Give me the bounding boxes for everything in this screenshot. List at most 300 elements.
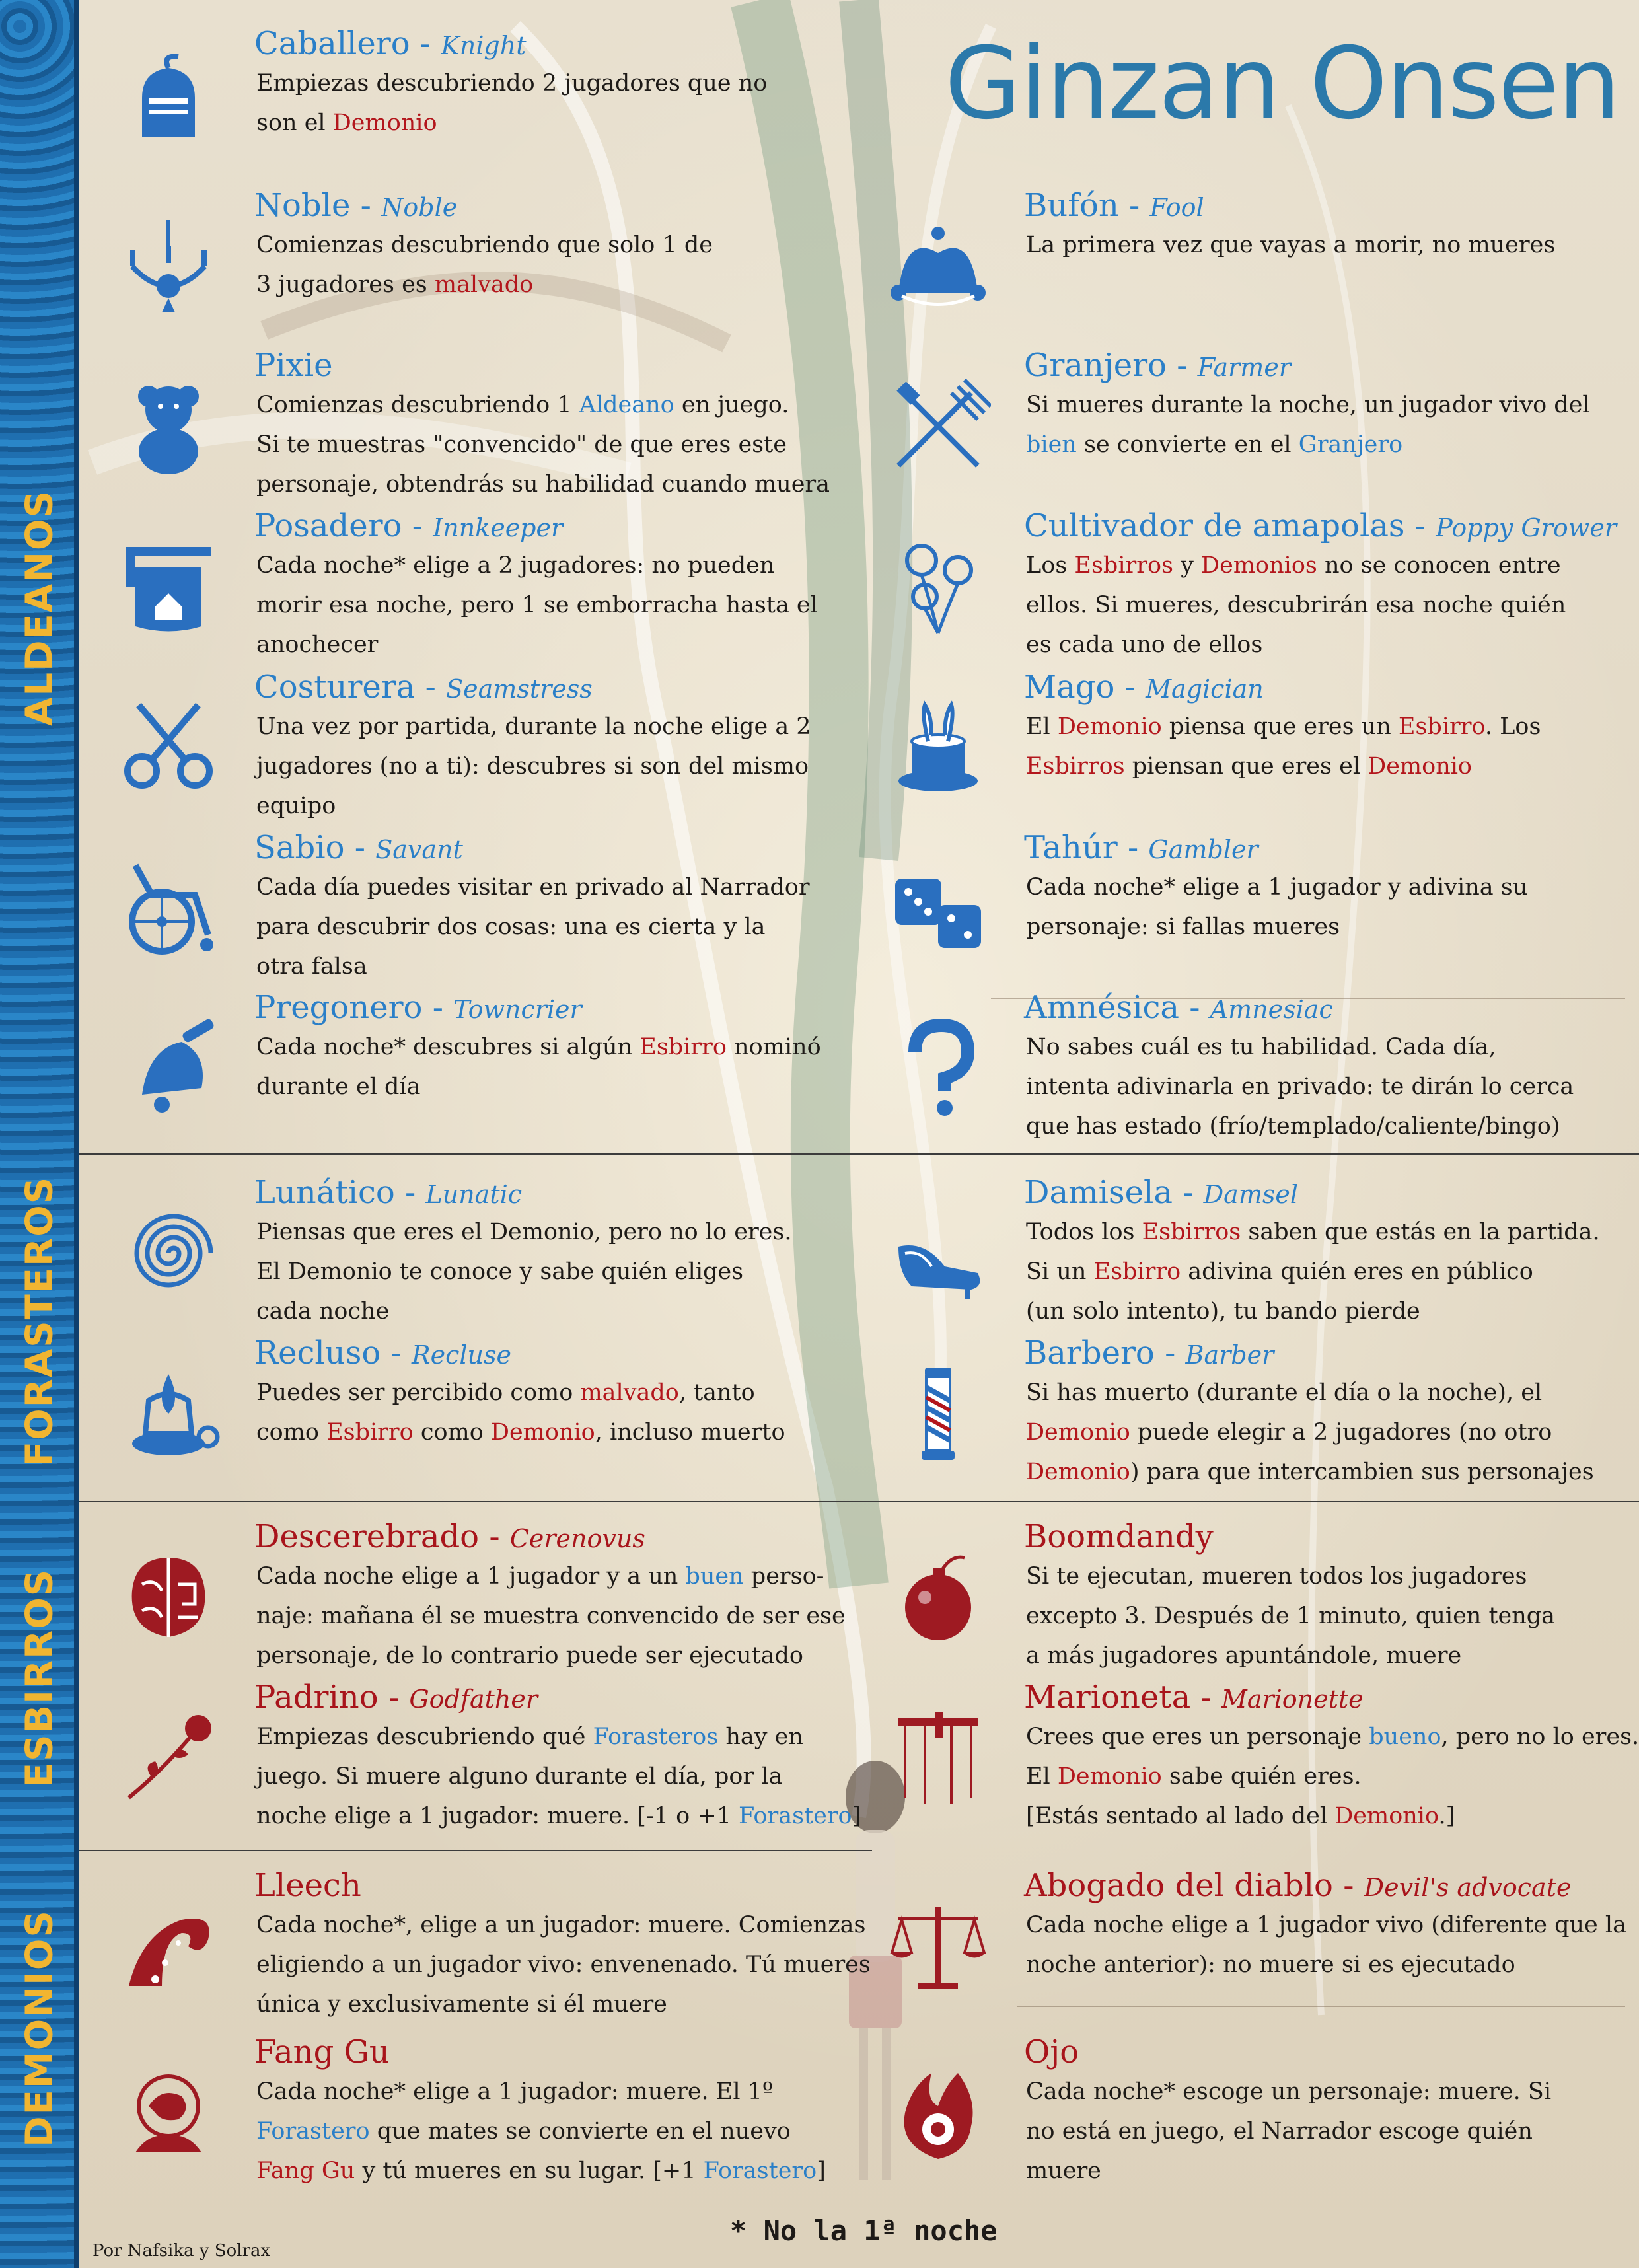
ability-text: Si un — [1026, 1259, 1094, 1285]
ability-text: Todos los — [1026, 1219, 1142, 1245]
ability-text: noche elige a 1 jugador: muere. [-1 o +1 — [256, 1803, 739, 1829]
ability-text: que has estado (frío/templado/caliente/bingo) — [1026, 1113, 1560, 1140]
role-name-separator: - — [1118, 187, 1150, 224]
ability-line — [1026, 1412, 1594, 1452]
magic-hat-icon — [885, 695, 991, 801]
ability-text: , tanto — [678, 1379, 755, 1406]
ability-text: son el — [256, 110, 333, 136]
divider-demon-faint — [1017, 2006, 1625, 2007]
role-name — [254, 1679, 538, 1718]
highlighted-term: Demonio — [1367, 753, 1472, 780]
ability-line — [1026, 1252, 1600, 1292]
ability-text: [Estás sentado al lado del — [1026, 1803, 1335, 1829]
role-ability — [256, 1027, 821, 1107]
role-name — [1024, 1335, 1274, 1373]
highlighted-term: malvado — [580, 1379, 679, 1406]
role-name — [1024, 1679, 1364, 1718]
ability-text: jugadores (no a ti): descubres si son del mismo — [256, 753, 809, 780]
ability-text: a más jugadores apuntándole, muere — [1026, 1642, 1462, 1669]
role-name-es: Fang Gu — [254, 2033, 390, 2070]
ability-line — [256, 707, 811, 747]
highlighted-term: bueno — [1369, 1724, 1441, 1750]
role-name-separator: - — [394, 1174, 426, 1211]
marionette-icon — [885, 1705, 991, 1811]
ability-text: juego. Si muere alguno durante el día, por la — [256, 1763, 783, 1790]
footnote: * No la 1ª noche — [730, 2214, 998, 2247]
role-name — [254, 25, 526, 64]
ability-text: La primera vez que vayas a morir, no mueres — [1026, 232, 1556, 258]
ability-line — [1026, 2072, 1551, 2111]
ability-text: como — [256, 1419, 327, 1445]
highlighted-term: Demonio — [332, 110, 437, 136]
role-name-separator: - — [1404, 507, 1436, 544]
role-name-separator: - — [381, 1335, 412, 1372]
ability-line — [256, 1292, 792, 1331]
role-name-es: Costurera — [254, 669, 416, 706]
role-ability — [256, 546, 818, 665]
ability-text: .] — [1438, 1803, 1455, 1829]
role-name-es: Lleech — [254, 1867, 361, 1904]
ability-line — [256, 425, 830, 464]
ability-line — [256, 103, 767, 143]
ability-line — [1026, 425, 1590, 464]
highlighted-term: Aldeano — [579, 392, 674, 418]
role-name-separator: - — [415, 669, 447, 706]
role-name — [1024, 187, 1204, 226]
highlighted-term: Forastero — [703, 2158, 817, 2184]
dice-icon — [885, 856, 991, 961]
role-name-en: Gambler — [1148, 835, 1258, 864]
ability-text: eligiendo a un jugador vivo: envenenado. Tú mueres — [256, 1952, 871, 1978]
role-name-separator: - — [402, 507, 433, 544]
inn-sign-icon — [116, 534, 221, 640]
section-label-demonios: DEMONIOS — [18, 1909, 61, 2147]
ability-line — [256, 1212, 792, 1252]
ability-line — [256, 1596, 846, 1636]
ability-text: Puedes ser percibido como — [256, 1379, 581, 1406]
ability-text: equipo — [256, 793, 336, 819]
ability-line — [256, 747, 811, 786]
ability-text: El Demonio te conoce y sabe quién eliges — [256, 1259, 744, 1285]
ability-text: Comienzas descubriendo que solo 1 de — [256, 232, 713, 258]
scissors-icon — [116, 695, 221, 801]
ability-line — [1026, 1212, 1600, 1252]
role-name-separator: - — [422, 989, 454, 1026]
ability-line — [1026, 1107, 1574, 1146]
role-name-separator: - — [479, 1518, 510, 1555]
ability-line — [256, 1945, 871, 1985]
ability-text: Empiezas descubriendo qué — [256, 1724, 593, 1750]
section-label-forasteros: FORASTEROS — [18, 1175, 61, 1467]
role-ability — [256, 707, 811, 826]
role-name — [254, 669, 593, 708]
role-name-separator: - — [344, 829, 376, 866]
role-name-en: Recluse — [411, 1340, 511, 1370]
ability-text: Cada noche*, elige a un jugador: muere. Comienzas — [256, 1912, 866, 1938]
ability-text: Si mueres durante la noche, un jugador vivo del — [1026, 392, 1590, 418]
ability-line — [1026, 1373, 1594, 1412]
ability-text: personaje: si fallas mueres — [1026, 914, 1340, 940]
role-name — [254, 187, 457, 226]
role-ability — [1026, 867, 1527, 947]
highlighted-term: Esbirro — [1398, 713, 1485, 740]
ability-text: El — [1026, 1763, 1058, 1790]
role-name — [254, 347, 332, 386]
ability-text: Una vez por partida, durante la noche elige a 2 — [256, 713, 811, 740]
ability-line — [1026, 1717, 1639, 1757]
ability-text: única y exclusivamente si él muere — [256, 1991, 667, 2018]
highlighted-term: Demonio — [1026, 1419, 1130, 1445]
ability-text: Piensas que eres el Demonio, pero no lo eres. — [256, 1219, 792, 1245]
role-name-separator: - — [1114, 669, 1146, 706]
ability-line — [256, 265, 713, 305]
ability-text: piensa que eres un — [1161, 713, 1399, 740]
role-ability — [256, 385, 830, 504]
role-name-en: Magician — [1146, 675, 1264, 704]
ability-text: para descubrir dos cosas: una es cierta y la — [256, 914, 766, 940]
highlighted-term: Granjero — [1298, 431, 1403, 458]
ability-line — [1026, 585, 1566, 625]
ability-text: Cada noche elige a 1 jugador vivo (diferente que la — [1026, 1912, 1626, 1938]
ability-text: intenta adivinarla en privado: te dirán lo cerca — [1026, 1074, 1574, 1100]
ability-text: otra falsa — [256, 953, 367, 980]
highlighted-term: Demonio — [1057, 1763, 1162, 1790]
role-ability — [1026, 1905, 1626, 1985]
role-name-es: Marioneta — [1024, 1679, 1191, 1716]
role-name-es: Cultivador de amapolas — [1024, 507, 1405, 544]
ability-text: . Los — [1484, 713, 1541, 740]
ability-text: ) para que intercambien sus personajes — [1130, 1459, 1594, 1485]
role-name — [254, 989, 582, 1028]
ability-text: como — [413, 1419, 491, 1445]
role-ability — [256, 867, 810, 986]
role-name — [1024, 1174, 1298, 1213]
ability-line — [256, 786, 811, 826]
question-mark-icon — [885, 1015, 991, 1121]
ability-text: no se conocen entre — [1317, 552, 1561, 579]
ability-line — [256, 947, 810, 986]
brain-icon — [116, 1545, 221, 1650]
role-name-es: Mago — [1024, 669, 1115, 706]
role-name — [254, 507, 563, 546]
ability-text: ] — [852, 1803, 861, 1829]
ability-line — [1026, 747, 1541, 786]
ability-line — [256, 867, 810, 907]
role-name-en: Godfather — [409, 1685, 538, 1714]
role-name — [1024, 507, 1617, 546]
role-name-es: Ojo — [1024, 2033, 1079, 2070]
role-name-en: Farmer — [1197, 353, 1291, 382]
credits: Por Nafsika y Solrax — [92, 2241, 271, 2261]
highlighted-term: Fang Gu — [256, 2158, 355, 2184]
ability-line — [256, 1252, 792, 1292]
rose-icon — [116, 1705, 221, 1811]
highlighted-term: Forastero — [739, 1803, 852, 1829]
role-name-es: Barbero — [1024, 1335, 1155, 1372]
spiral-icon — [116, 1200, 221, 1306]
ability-text: Cada noche* elige a 1 jugador y adivina su — [1026, 874, 1528, 900]
role-name-en: Fool — [1149, 193, 1204, 222]
role-name — [254, 1174, 522, 1213]
ability-text: hay en — [718, 1724, 803, 1750]
role-name — [254, 829, 463, 868]
role-ability — [1026, 707, 1541, 786]
teddy-bear-icon — [116, 373, 221, 479]
ability-line — [1026, 1067, 1574, 1107]
ability-text: se convierte en el — [1076, 431, 1299, 458]
ability-text: no está en juego, el Narrador escoge quién — [1026, 2118, 1533, 2144]
ability-text: Los — [1026, 552, 1075, 579]
role-name-en: Cerenovus — [509, 1524, 645, 1553]
ability-line — [1026, 1452, 1594, 1492]
role-name-en: Amnesiac — [1210, 995, 1333, 1024]
role-ability — [1026, 546, 1566, 665]
ability-text: Si has muerto (durante el día o la noche), el — [1026, 1379, 1543, 1406]
oil-lamp-icon — [116, 1361, 221, 1467]
ability-text: Si te ejecutan, mueren todos los jugadores — [1026, 1563, 1527, 1590]
role-name-es: Padrino — [254, 1679, 379, 1716]
role-name — [254, 1335, 511, 1373]
hand-bell-icon — [116, 1015, 221, 1121]
ability-text: muere — [1026, 2158, 1101, 2184]
ability-text: naje: mañana él se muestra convencido de ser ese — [256, 1603, 846, 1629]
ability-text: perso- — [743, 1563, 824, 1590]
highlighted-term: Demonios — [1201, 552, 1317, 579]
role-ability — [1026, 1373, 1594, 1492]
ability-text: 3 jugadores es — [256, 272, 435, 298]
role-name — [1024, 2033, 1079, 2072]
ability-line — [1026, 867, 1527, 907]
ability-text: Cada noche* escoge un personaje: muere. Si — [1026, 2078, 1552, 2105]
role-ability — [1026, 1556, 1555, 1675]
pitchfork-icon — [885, 373, 991, 479]
ability-line — [1026, 1796, 1639, 1836]
ability-text: ] — [817, 2158, 826, 2184]
role-name-separator: - — [1172, 1174, 1204, 1211]
ability-text: Cada día puedes visitar en privado al Narrador — [256, 874, 810, 900]
role-name-en: Devil's advocate — [1364, 1873, 1572, 1902]
ability-text: personaje, obtendrás su habilidad cuando muera — [256, 471, 830, 497]
highlighted-term: Forasteros — [593, 1724, 719, 1750]
jester-hat-icon — [885, 213, 991, 319]
ability-line — [256, 2151, 826, 2191]
ability-text: El — [1026, 713, 1058, 740]
ability-line — [256, 385, 830, 425]
role-ability — [1026, 1717, 1639, 1836]
ability-line — [256, 464, 830, 504]
highlighted-term: buen — [685, 1563, 744, 1590]
role-name-separator: - — [378, 1679, 410, 1716]
ability-text: puede elegir a 2 jugadores (no otro — [1130, 1419, 1552, 1445]
ability-text: Comienzas descubriendo 1 — [256, 392, 579, 418]
ability-text: ellos. Si mueres, descubrirán esa noche quién — [1026, 592, 1566, 618]
role-ability — [256, 1212, 792, 1331]
role-ability — [256, 1905, 871, 2024]
ability-line — [256, 225, 713, 265]
role-name-en: Marionette — [1221, 1685, 1364, 1714]
ability-line — [1026, 1596, 1555, 1636]
role-name-en: Seamstress — [446, 675, 593, 704]
role-name-separator: - — [1166, 347, 1198, 384]
divider-forasteros — [79, 1153, 1639, 1155]
role-name-en: Noble — [381, 193, 458, 222]
ability-text: Crees que eres un personaje — [1026, 1724, 1369, 1750]
ability-line — [256, 1757, 861, 1796]
role-name-es: Posadero — [254, 507, 402, 544]
role-name-es: Caballero — [254, 25, 410, 62]
ability-line — [256, 625, 818, 665]
highlighted-term: bien — [1026, 431, 1077, 458]
ability-line — [256, 1412, 785, 1452]
tentacle-icon — [116, 1893, 221, 1999]
ability-line — [256, 63, 767, 103]
ability-text: Si te muestras "convencido" de que eres este — [256, 431, 787, 458]
highlighted-term: Demonio — [1026, 1459, 1130, 1485]
role-name-es: Amnésica — [1024, 989, 1179, 1026]
role-name-separator: - — [410, 25, 441, 62]
ability-line — [256, 1985, 871, 2024]
ability-line — [1026, 1292, 1600, 1331]
wheelchair-icon — [116, 856, 221, 961]
role-name-separator: - — [1332, 1867, 1364, 1904]
role-name — [1024, 1518, 1214, 1557]
role-name-es: Bufón — [1024, 187, 1119, 224]
highlighted-term: Demonio — [1334, 1803, 1439, 1829]
role-ability — [1026, 2072, 1551, 2191]
role-name-en: Barber — [1185, 1340, 1274, 1370]
ability-text: y — [1173, 552, 1202, 579]
role-name-en: Towncrier — [453, 995, 582, 1024]
ability-line — [1026, 1636, 1555, 1675]
ability-text: No sabes cuál es tu habilidad. Cada día, — [1026, 1034, 1496, 1060]
ability-line — [256, 2111, 826, 2151]
role-name-es: Pregonero — [254, 989, 423, 1026]
flaming-eye-icon — [885, 2060, 991, 2166]
role-name — [1024, 989, 1333, 1028]
ability-line — [256, 1373, 785, 1412]
ability-text: y tú mueres en su lugar. [+1 — [355, 2158, 704, 2184]
ability-line — [1026, 2111, 1551, 2151]
page-title: Ginzan Onsen — [945, 26, 1620, 141]
highlighted-term: Esbirros — [1026, 753, 1125, 780]
role-name-en: Savant — [375, 835, 463, 864]
role-name-es: Sabio — [254, 829, 345, 866]
scales-icon — [885, 1893, 991, 1999]
role-name — [1024, 347, 1291, 386]
highlighted-term: Demonio — [1057, 713, 1162, 740]
ability-line — [1026, 385, 1590, 425]
ability-text: que mates se convierte en el nuevo — [369, 2118, 791, 2144]
role-ability — [256, 2072, 826, 2191]
ability-text: (un solo intento), tu bando pierde — [1026, 1298, 1420, 1325]
role-name — [254, 2033, 390, 2072]
ability-text: cada noche — [256, 1298, 390, 1325]
role-name-en: Lunatic — [425, 1180, 523, 1209]
role-name-en: Innkeeper — [433, 513, 564, 542]
role-name-separator: - — [1190, 1679, 1221, 1716]
role-name-es: Lunático — [254, 1174, 395, 1211]
ability-line — [256, 1556, 846, 1596]
role-name-en: Poppy Grower — [1436, 513, 1617, 542]
role-name-es: Descerebrado — [254, 1518, 480, 1555]
highlighted-term: Esbirro — [326, 1419, 414, 1445]
ability-line — [1026, 546, 1566, 585]
ability-text: durante el día — [256, 1074, 421, 1100]
ability-line — [1026, 1556, 1555, 1596]
ability-text: Cada noche elige a 1 jugador y a un — [256, 1563, 686, 1590]
role-ability — [256, 1373, 785, 1452]
barber-pole-icon — [885, 1361, 991, 1467]
ability-text: piensan que eres el — [1124, 753, 1368, 780]
ability-text: excepto 3. Después de 1 minuto, quien tenga — [1026, 1603, 1556, 1629]
ability-text: saben que estás en la partida. — [1241, 1219, 1600, 1245]
ability-text: sabe quién eres. — [1161, 1763, 1362, 1790]
role-name-es: Abogado del diablo — [1024, 1867, 1333, 1904]
ability-text: Empiezas descubriendo 2 jugadores que no — [256, 70, 768, 96]
ability-text: Cada noche* elige a 1 jugador: muere. El 1º — [256, 2078, 774, 2105]
role-ability — [1026, 385, 1590, 464]
role-name-es: Tahúr — [1024, 829, 1118, 866]
ability-line — [1026, 707, 1541, 747]
role-name-es: Boomdandy — [1024, 1518, 1214, 1555]
ability-text: es cada uno de ellos — [1026, 632, 1263, 658]
ability-text: personaje, de lo contrario puede ser ejecutado — [256, 1642, 804, 1669]
highlighted-term: Esbirro — [639, 1034, 727, 1060]
highlighted-term: Esbirro — [1093, 1259, 1181, 1285]
role-name-es: Recluso — [254, 1335, 381, 1372]
poppy-flowers-icon — [885, 534, 991, 640]
ability-text: nominó — [726, 1034, 821, 1060]
ability-text: Cada noche* elige a 2 jugadores: no pueden — [256, 552, 775, 579]
ability-text: morir esa noche, pero 1 se emborracha hasta el — [256, 592, 818, 618]
role-name-separator: - — [1117, 829, 1149, 866]
ability-line — [1026, 225, 1555, 265]
ability-line — [256, 1717, 861, 1757]
highlighted-term: Esbirros — [1074, 552, 1174, 579]
ability-line — [256, 1905, 871, 1945]
ability-line — [1026, 1757, 1639, 1796]
ability-text: , incluso muerto — [595, 1419, 785, 1445]
highlighted-term: Esbirros — [1142, 1219, 1241, 1245]
ability-text: anochecer — [256, 632, 379, 658]
section-label-aldeanos: ALDEANOS — [18, 490, 61, 726]
role-ability — [1026, 225, 1555, 265]
section-label-esbirros: ESBIRROS — [18, 1568, 61, 1788]
role-name-en: Knight — [441, 31, 527, 60]
divider-demonios — [79, 1850, 872, 1851]
ability-line — [256, 2072, 826, 2111]
dragon-orb-icon — [116, 2060, 221, 2166]
ability-line — [256, 1067, 821, 1107]
role-name-separator: - — [1154, 1335, 1186, 1372]
highlighted-term: malvado — [434, 272, 534, 298]
role-name — [254, 1518, 645, 1557]
role-ability — [1026, 1212, 1600, 1331]
role-name — [1024, 1867, 1571, 1906]
ability-text: en juego. — [674, 392, 789, 418]
ability-line — [256, 907, 810, 947]
role-name-separator: - — [350, 187, 382, 224]
bomb-icon — [885, 1545, 991, 1650]
ability-line — [256, 1636, 846, 1675]
divider-esbirros — [79, 1501, 1639, 1502]
role-name — [1024, 669, 1264, 708]
highlighted-term: Forastero — [256, 2118, 370, 2144]
ability-text: Cada noche* descubres si algún — [256, 1034, 640, 1060]
ability-line — [256, 546, 818, 585]
glass-slipper-icon — [885, 1200, 991, 1306]
role-ability — [256, 1556, 846, 1675]
